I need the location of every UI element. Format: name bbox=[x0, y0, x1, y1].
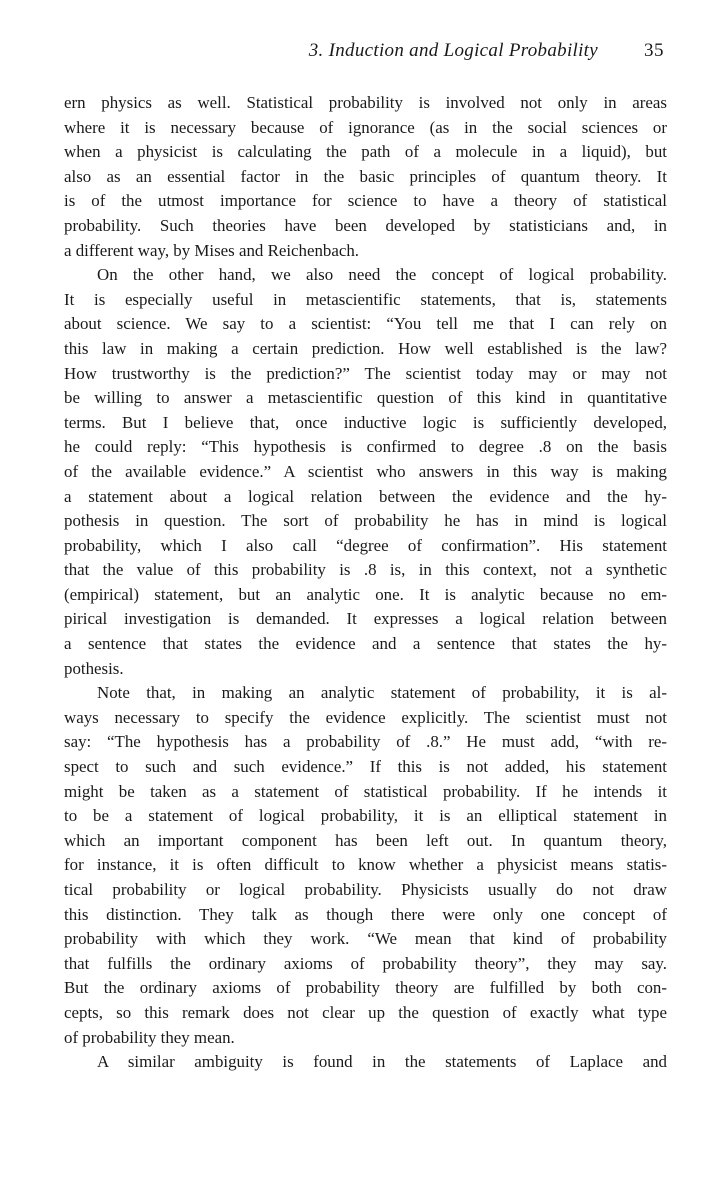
paragraph bbox=[64, 91, 667, 263]
text-line: that fulfills the ordinary axioms of probability theory”, they may say. bbox=[64, 953, 667, 973]
text-line: ways necessary to specify the evidence explicitly. The scientist must not bbox=[64, 707, 667, 727]
text-line: is of the utmost importance for science to have a theory of statistical bbox=[64, 191, 667, 211]
text-line: a different way, by Mises and Reichenbach. bbox=[64, 240, 360, 260]
text-line: of the available evidence.” A scientist who answers in this way is making bbox=[64, 461, 667, 481]
text-line: cepts, so this remark does not clear up the question of exactly what type bbox=[64, 1002, 667, 1022]
text-line: ern physics as well. Statistical probability is involved not only in areas bbox=[64, 93, 667, 112]
text-line: of probability they mean. bbox=[64, 1027, 235, 1047]
text-line: spect to such and such evidence.” If this is not added, his statement bbox=[64, 757, 667, 777]
text-line: terms. But I believe that, once inductive logic is sufficiently developed, bbox=[64, 412, 667, 432]
text-line: for instance, it is often difficult to know whether a physicist means statis- bbox=[64, 855, 667, 875]
text-line: when a physicist is calculating the path of a molecule in a liquid), but bbox=[64, 142, 667, 162]
text-line: On the other hand, we also need the concept of logical probability. bbox=[97, 265, 667, 285]
text-line: be willing to answer a metascientific question of this kind in quantitative bbox=[64, 388, 667, 408]
text-line: A similar ambiguity is found in the statements of Laplace and bbox=[97, 1052, 667, 1072]
text-line: this distinction. They talk as though there were only one concept of bbox=[64, 904, 667, 924]
text-line: But the ordinary axioms of probability theory are fulfilled by both con- bbox=[64, 978, 667, 998]
paragraph bbox=[64, 681, 667, 1050]
text-line: probability. Such theories have been developed by statisticians and, in bbox=[64, 215, 667, 235]
text-line: probability, which I also call “degree of confirmation”. His statement bbox=[64, 535, 667, 555]
text-line: How trustworthy is the prediction?” The scientist today may or may not bbox=[64, 363, 667, 383]
text-line: It is especially useful in metascientific statements, that is, statements bbox=[64, 289, 667, 309]
text-line: a sentence that states the evidence and a sentence that states the hy- bbox=[64, 634, 667, 654]
text-line: also as an essential factor in the basic principles of quantum theory. It bbox=[64, 166, 667, 186]
text-line: (empirical) statement, but an analytic one. It is analytic because no em- bbox=[64, 584, 667, 604]
body-text bbox=[64, 91, 667, 1075]
text-line: this law in making a certain prediction. How well established is the law? bbox=[64, 338, 667, 358]
text-line: pirical investigation is demanded. It expresses a logical relation between bbox=[64, 609, 667, 629]
text-line: pothesis. bbox=[64, 658, 124, 678]
text-line: might be taken as a statement of statistical probability. If he intends it bbox=[64, 781, 667, 801]
text-line: say: “The hypothesis has a probability of .8.” He must add, “with re- bbox=[64, 732, 667, 752]
paragraph bbox=[64, 1050, 667, 1075]
text-line: about science. We say to a scientist: “You tell me that I can rely on bbox=[64, 314, 667, 334]
text-line: tical probability or logical probability. Physicists usually do not draw bbox=[64, 880, 667, 899]
text-line: he could reply: “This hypothesis is confirmed to degree .8 on the basis bbox=[64, 437, 667, 457]
text-line: that the value of this probability is .8 is, in this context, not a synthetic bbox=[64, 560, 667, 580]
text-line: to be a statement of logical probability, it is an elliptical statement in bbox=[64, 806, 667, 826]
page-number: 35 bbox=[644, 40, 664, 61]
text-line: which an important component has been left out. In quantum theory, bbox=[64, 830, 667, 850]
paragraph bbox=[64, 263, 667, 681]
text-line: Note that, in making an analytic statement of probability, it is al- bbox=[97, 683, 667, 703]
text-line: a statement about a logical relation between the evidence and the hy- bbox=[64, 486, 667, 506]
text-line: pothesis in question. The sort of probability he has in mind is logical bbox=[64, 511, 667, 531]
text-line: probability with which they work. “We mean that kind of probability bbox=[64, 929, 667, 949]
text-line: where it is necessary because of ignorance (as in the social sciences or bbox=[64, 117, 667, 137]
running-head bbox=[64, 38, 664, 64]
chapter-title: 3. Induction and Logical Probability bbox=[308, 40, 598, 61]
